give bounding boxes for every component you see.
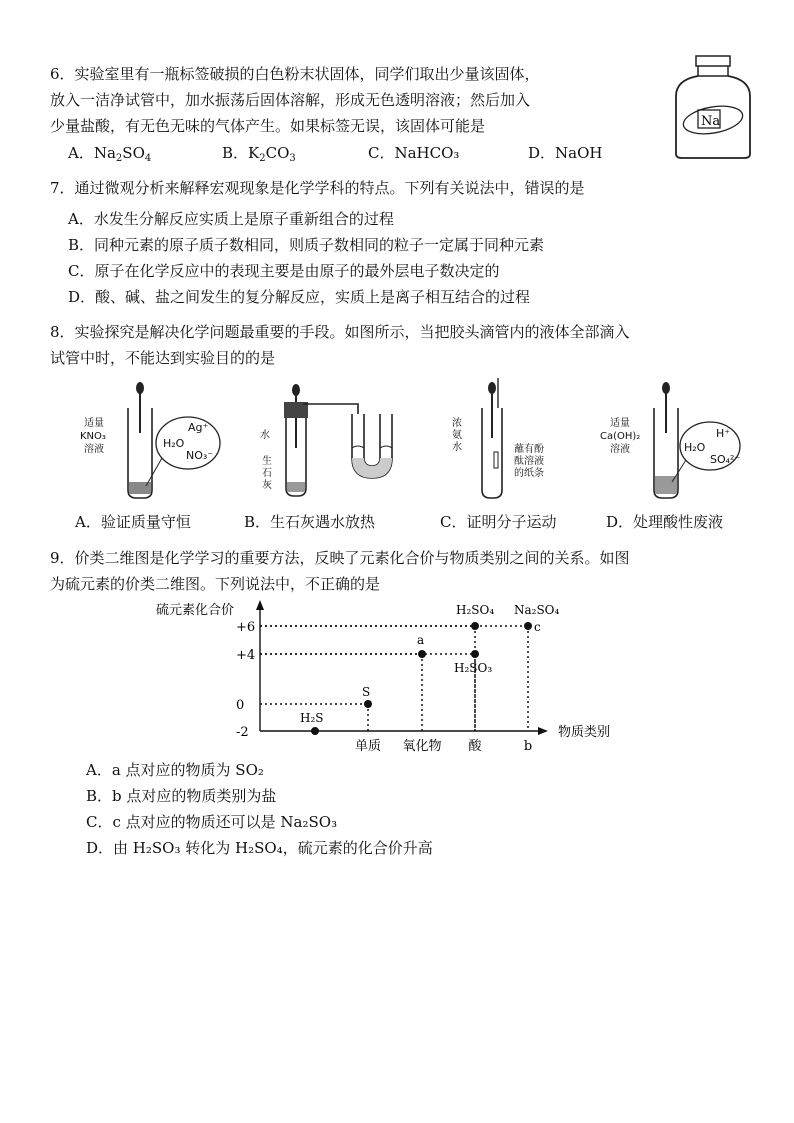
q8-fig-b-label3: 石 (262, 468, 272, 479)
q7-option-c[interactable]: C．原子在化学反应中的表现主要是由原子的最外层电子数决定的 (68, 262, 500, 280)
q8-figure-b-drawing (248, 378, 428, 503)
q6-option-b-label: B． (222, 144, 249, 162)
q8-fig-c-note1: 蘸有酚 (514, 444, 544, 455)
point-label-a: a (417, 633, 425, 647)
q8-fig-d-label3: 溶液 (610, 444, 630, 455)
q8-fig-d-label1: 适量 (610, 418, 630, 429)
point-label-s: S (362, 685, 371, 699)
q9-stem-line1: 9．价类二维图是化学学习的重要方法，反映了元素化合价与物质类别之间的关系。如图 (50, 549, 630, 567)
q8-fig-c-label2: 氨 (452, 430, 462, 441)
q7-option-d[interactable]: D．酸、碱、盐之间发生的复分解反应，实质上是离子相互结合的过程 (68, 288, 531, 306)
data-point (471, 650, 479, 658)
point-label-h2so3: H₂SO₃ (454, 661, 493, 675)
y-tick-label: 0 (236, 698, 245, 713)
q6-stem-line1: 6．实验室里有一瓶标签破损的白色粉末状固体，同学们取出少量该固体， (50, 65, 540, 83)
formula-sub: 2 (115, 153, 123, 164)
q6-option-a-label: A． (68, 144, 94, 162)
q8-figure-c (446, 378, 586, 503)
q8-fig-b-label1: 水 (260, 430, 270, 441)
y-tick-label: +4 (236, 648, 256, 663)
data-point (311, 727, 319, 735)
x-category-label: 氧化物 (402, 739, 442, 752)
valence-class-chart (150, 596, 640, 752)
q6-stem-line3: 少量盐酸，有无色无味的气体产生。如果标签无误，该固体可能是 (50, 117, 486, 135)
q8-figure-d (598, 378, 758, 503)
q9-option-d[interactable]: D．由 H₂SO₃ 转化为 H₂SO₄，硫元素的化合价升高 (86, 839, 433, 857)
q8-fig-a-ion1: Ag⁺ (188, 421, 209, 434)
q7-option-b[interactable]: B．同种元素的原子质子数相同，则质子数相同的粒子一定属于同种元素 (68, 236, 545, 254)
q9-option-b[interactable]: B．b 点对应的物质类别为盐 (86, 787, 277, 805)
q7-option-a[interactable]: A．水发生分解反应实质上是原子重新组合的过程 (68, 210, 394, 228)
point-label-c: c (534, 620, 541, 634)
y-tick-label: +6 (236, 620, 256, 635)
reagent-bottle-figure (668, 50, 758, 162)
q9-stem-line2: 为硫元素的价类二维图。下列说法中，不正确的是 (50, 575, 381, 593)
q8-option-b[interactable]: B．生石灰遇水放热 (244, 513, 376, 531)
formula-part: K (248, 144, 260, 162)
q8-fig-b-label2: 生 (262, 456, 272, 467)
q6-option-c-text: NaHCO₃ (394, 144, 460, 162)
x-category-label: b (523, 739, 533, 752)
q9-option-c[interactable]: C．c 点对应的物质还可以是 Na₂SO₃ (86, 813, 338, 831)
q6-option-a[interactable] (68, 143, 151, 169)
formula-sub: 3 (289, 153, 296, 164)
q8-fig-d-label2: Ca(OH)₂ (600, 431, 641, 442)
x-axis-arrow (538, 727, 548, 735)
q8-fig-c-note3: 的纸条 (514, 468, 544, 479)
formula-sub: 2 (259, 153, 266, 164)
point-label-h2s: H₂S (300, 711, 324, 725)
top-label-h2so4: H₂SO₄ (456, 603, 495, 617)
q8-stem-line2: 试管中时，不能达到实验目的的是 (50, 349, 276, 367)
q8-fig-b-label4: 灰 (262, 480, 272, 491)
formula-part: SO (122, 144, 145, 162)
q8-figure-b (248, 378, 428, 503)
top-label-na2so4: Na₂SO₄ (514, 603, 560, 617)
bottle-label-text: Na (701, 114, 721, 129)
q8-fig-a-label3: 溶液 (84, 444, 104, 455)
q8-figure-c-drawing (446, 378, 586, 503)
q8-fig-a-label1: 适量 (84, 418, 104, 429)
q8-option-c[interactable]: C．证明分子运动 (440, 513, 557, 531)
x-category-label: 酸 (468, 739, 482, 752)
q6-option-b[interactable] (222, 143, 296, 169)
y-axis-label: 硫元素化合价 (156, 603, 235, 618)
x-category-label: 单质 (354, 739, 382, 752)
q8-fig-c-label3: 水 (452, 442, 462, 453)
q8-stem-line1: 8．实验探究是解决化学问题最重要的手段。如图所示，当把胶头滴管内的液体全部滴入 (50, 323, 630, 341)
q6-stem-line2: 放入一洁净试管中，加水振荡后固体溶解，形成无色透明溶液；然后加入 (50, 91, 531, 109)
q8-option-a[interactable]: A．验证质量守恒 (75, 513, 191, 531)
data-point (418, 650, 426, 658)
data-point (364, 700, 372, 708)
q8-figure-a (70, 378, 230, 503)
q8-fig-c-note2: 酞溶液 (514, 456, 544, 467)
q6-option-d-text: NaOH (555, 144, 603, 162)
q8-fig-d-ion1: H⁺ (716, 427, 731, 440)
q8-fig-d-ion3: SO₄²⁻ (710, 453, 741, 466)
q8-fig-a-ion2: H₂O (163, 437, 185, 450)
q6-option-c-label: C． (368, 144, 395, 162)
q8-fig-a-label2: KNO₃ (80, 431, 106, 442)
y-axis-arrow (256, 600, 264, 610)
formula-part: Na (93, 144, 116, 162)
q7-stem: 7．通过微观分析来解释宏观现象是化学学科的特点。下列有关说法中，错误的是 (50, 179, 585, 197)
data-point (524, 622, 532, 630)
q8-fig-c-label1: 浓 (452, 418, 462, 429)
q8-option-d[interactable]: D．处理酸性废液 (606, 513, 724, 531)
q6-option-d-label: D． (528, 144, 556, 162)
q8-fig-a-ion3: NO₃⁻ (186, 449, 214, 462)
q9-option-a[interactable]: A．a 点对应的物质为 SO₂ (86, 761, 264, 779)
q6-option-d[interactable] (528, 143, 602, 163)
formula-part: CO (265, 144, 290, 162)
q6-option-c[interactable] (368, 143, 459, 163)
y-tick-label: -2 (236, 725, 249, 740)
q8-fig-d-ion2: H₂O (684, 441, 706, 454)
data-point (471, 622, 479, 630)
x-axis-label: 物质类别 (558, 725, 611, 740)
formula-sub: 4 (144, 153, 152, 164)
